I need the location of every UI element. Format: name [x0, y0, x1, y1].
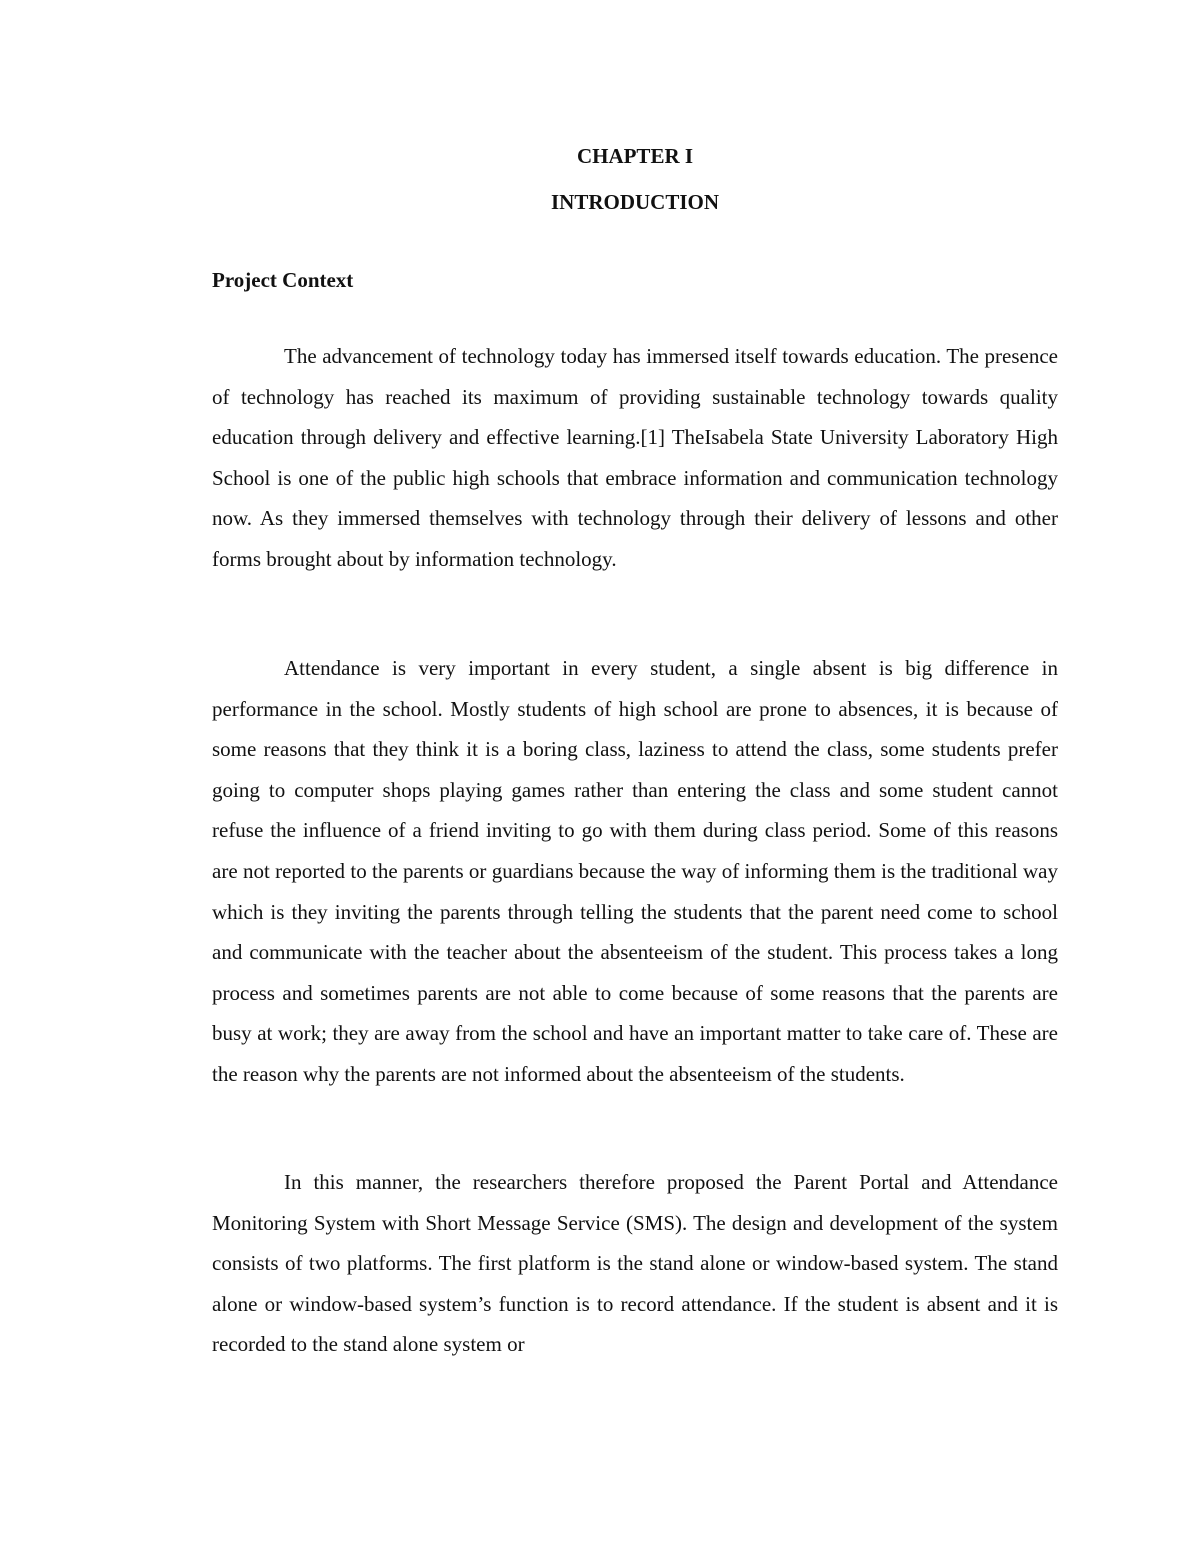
paragraph-attendance-importance: Attendance is very important in every student, a single absent is big difference in performance in the school. Mostly students of high school are prone to absences, it is because of some reasons that they think it is a boring class, laziness to attend the class, some students prefer going to computer shops playing games rather than entering the class and some student cannot refuse the influence of a friend inviting to go with them during class period. Some of this reasons are not reported to the parents or guardians because the way of informing them is the traditional way which is they inviting the parents through telling the students that the parent need come to school and communicate with the teacher about the absenteeism of the student. This process takes a long process and sometimes parents are not able to come because of some reasons that the parents are busy at work; they are away from the school and have an important matter to take care of. These are the reason why the parents are not informed about the absenteeism of the students. — [212, 656, 1058, 1086]
chapter-number: CHAPTER I — [576, 144, 694, 168]
chapter-title: INTRODUCTION — [550, 190, 720, 214]
section-heading: Project Context — [212, 268, 354, 292]
paragraph-technology-in-education: The advancement of technology today has immersed itself towards education. The presence of technology has reached its maximum of providing sustainable technology towards quality education through delivery and effective learning.[1] TheIsabela State University Laboratory High School is one of the public high schools that embrace information and communication technology now. As they immersed themselves with technology through their delivery of lessons and other forms brought about by information technology. — [212, 344, 1058, 571]
paragraph-proposed-system: In this manner, the researchers therefore proposed the Parent Portal and Attendance Monitoring System with Short Message Service (SMS). The design and development of the system consists of two platforms. The first platform is the stand alone or window-based system. The stand alone or window-based system’s function is to record attendance. If the student is absent and it is recorded to the stand alone system or — [212, 1170, 1058, 1357]
